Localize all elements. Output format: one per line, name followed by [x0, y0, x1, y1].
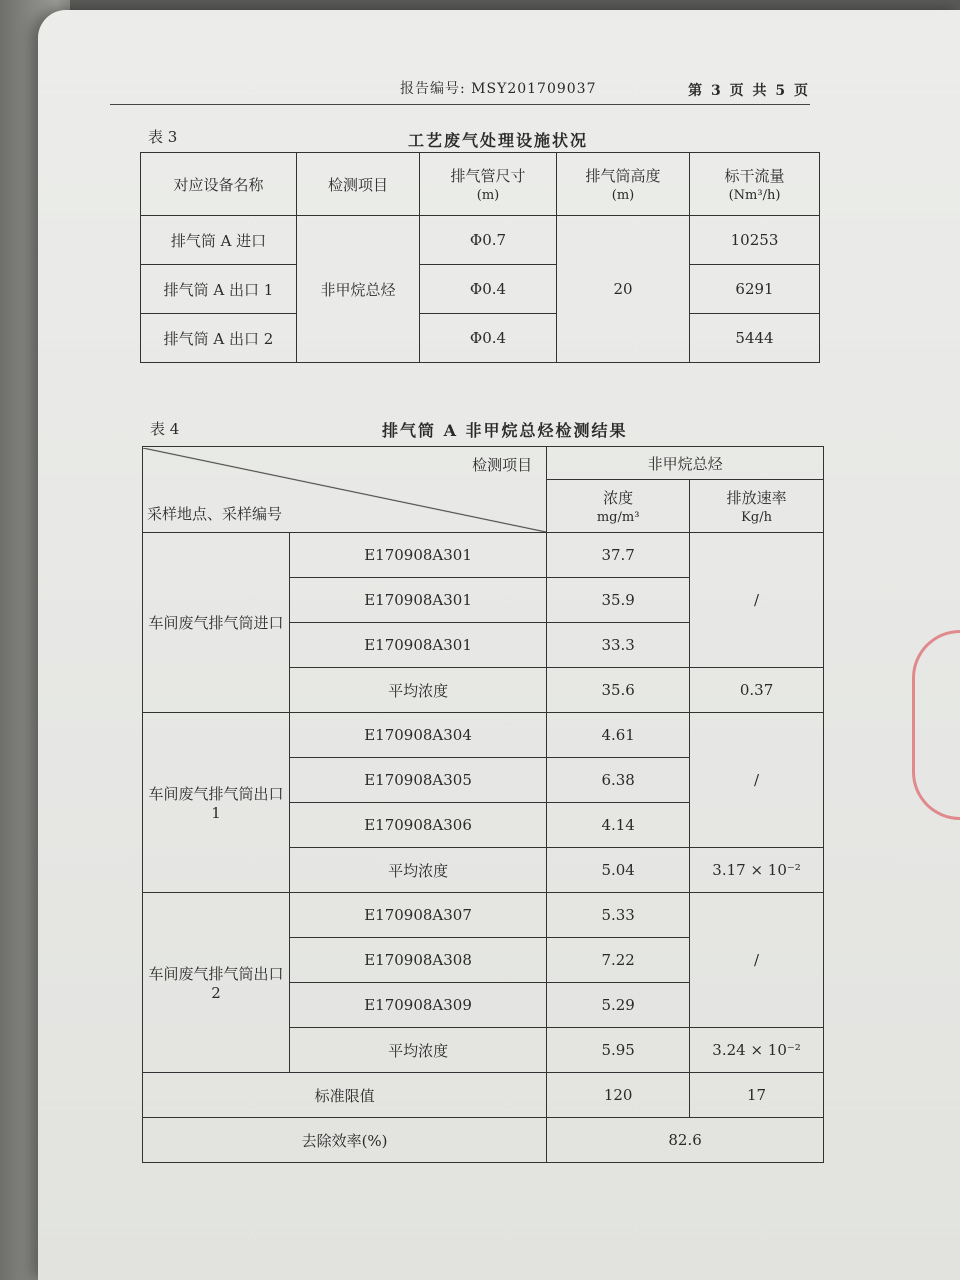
limit-rate: 17 [690, 1073, 824, 1118]
removal-label: 去除效率(%) [143, 1118, 547, 1163]
flow-rate: 10253 [690, 216, 820, 265]
table3-title: 工艺废气处理设施状况 [408, 131, 589, 150]
table4-label: 表 4 [150, 420, 180, 438]
sample-id: E170908A307 [290, 893, 547, 938]
sample-id: E170908A301 [290, 533, 547, 578]
sample-id: E170908A305 [290, 758, 547, 803]
table3-header-row [141, 153, 820, 216]
header-height-unit: (m) [611, 188, 635, 203]
table3-label: 表 3 [148, 128, 178, 146]
conc-value: 35.9 [547, 578, 690, 623]
rate-header [690, 480, 824, 533]
conc-value: 6.38 [547, 758, 690, 803]
rate-label: 排放速率 [726, 489, 787, 507]
sample-id: E170908A308 [290, 938, 547, 983]
removal-value: 82.6 [547, 1118, 824, 1163]
sample-id: E170908A304 [290, 713, 547, 758]
header-pipe-label: 排气管尺寸 [450, 167, 526, 185]
location-cell: 车间废气排气筒出口 2 [143, 893, 290, 1073]
header-flow-label: 标干流量 [724, 167, 785, 185]
header-height [557, 153, 690, 216]
report-number: 报告编号: MSY201709037 [400, 81, 597, 97]
conc-label: 浓度 [603, 489, 634, 507]
table-row [143, 893, 824, 938]
diag-top-label: 检测项目 [472, 455, 533, 474]
removal-row [143, 1118, 824, 1163]
conc-header [547, 480, 690, 533]
page-header [110, 74, 810, 105]
avg-value: 5.95 [547, 1028, 690, 1073]
header-flow-unit: (Nm³/h) [728, 188, 781, 203]
pipe-size: Φ0.4 [420, 265, 557, 314]
pollutant-header: 非甲烷总烃 [547, 447, 824, 480]
rate-slash: / [690, 533, 824, 668]
table-row [141, 265, 820, 314]
conc-unit: mg/m³ [596, 510, 640, 525]
table3 [140, 152, 820, 363]
rate-value: 0.37 [690, 668, 824, 713]
red-seal-stamp [912, 630, 960, 820]
conc-value: 37.7 [547, 533, 690, 578]
stack-height: 20 [557, 216, 690, 363]
rate-slash: / [690, 893, 824, 1028]
device-name: 排气筒 A 出口 2 [141, 314, 297, 363]
header-flow [690, 153, 820, 216]
location-cell: 车间废气排气筒出口 1 [143, 713, 290, 893]
limit-label: 标准限值 [143, 1073, 547, 1118]
limit-conc: 120 [547, 1073, 690, 1118]
diagonal-header [143, 447, 547, 533]
page-number: 第 3 页 共 5 页 [688, 83, 810, 99]
sample-id: E170908A309 [290, 983, 547, 1028]
header-height-label: 排气筒高度 [585, 167, 661, 185]
limit-row [143, 1073, 824, 1118]
rate-value: 3.24 × 10⁻² [690, 1028, 824, 1073]
location-cell: 车间废气排气筒进口 [143, 533, 290, 713]
avg-value: 5.04 [547, 848, 690, 893]
header-pipe-unit: (m) [476, 188, 500, 203]
test-item: 非甲烷总烃 [297, 216, 420, 363]
table-row [143, 713, 824, 758]
conc-value: 33.3 [547, 623, 690, 668]
table4-title: 排气筒 A 非甲烷总烃检测结果 [382, 421, 628, 440]
table-row [141, 314, 820, 363]
diag-bottom-label: 采样地点、采样编号 [147, 504, 283, 523]
rate-slash: / [690, 713, 824, 848]
avg-value: 35.6 [547, 668, 690, 713]
device-name: 排气筒 A 进口 [141, 216, 297, 265]
conc-value: 5.29 [547, 983, 690, 1028]
conc-value: 4.61 [547, 713, 690, 758]
sample-id: E170908A301 [290, 623, 547, 668]
rate-value: 3.17 × 10⁻² [690, 848, 824, 893]
table4-header-row [143, 447, 824, 480]
flow-rate: 5444 [690, 314, 820, 363]
conc-value: 5.33 [547, 893, 690, 938]
pipe-size: Φ0.7 [420, 216, 557, 265]
table-row [141, 216, 820, 265]
avg-label: 平均浓度 [290, 848, 547, 893]
pipe-size: Φ0.4 [420, 314, 557, 363]
flow-rate: 6291 [690, 265, 820, 314]
device-name: 排气筒 A 出口 1 [141, 265, 297, 314]
conc-value: 4.14 [547, 803, 690, 848]
sample-id: E170908A306 [290, 803, 547, 848]
table4 [142, 446, 824, 1163]
header-device: 对应设备名称 [141, 153, 297, 216]
diagonal-cell [143, 448, 546, 532]
conc-value: 7.22 [547, 938, 690, 983]
avg-label: 平均浓度 [290, 668, 547, 713]
rate-unit: Kg/h [741, 510, 772, 525]
avg-label: 平均浓度 [290, 1028, 547, 1073]
sample-id: E170908A301 [290, 578, 547, 623]
header-item: 检测项目 [297, 153, 420, 216]
header-pipe [420, 153, 557, 216]
table-row [143, 533, 824, 578]
